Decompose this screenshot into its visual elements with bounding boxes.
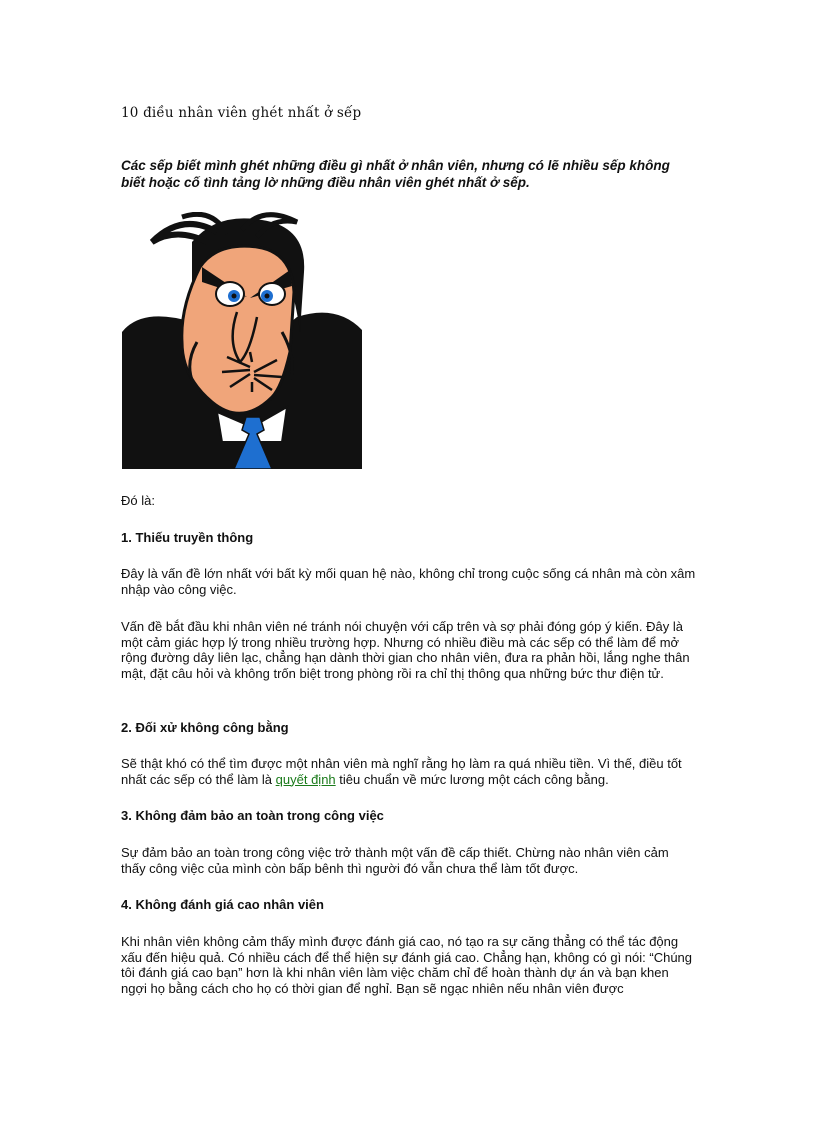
section-paragraph: Vấn đề bắt đầu khi nhân viên né tránh nói chuyện với cấp trên và sợ phải đóng góp ý kiến. Đây là một cảm giác hợp lý trong nhiều trường hợp. Nhưng có nhiều điều mà các sếp có thể làm để mở rộng đường dây liên lạc, chẳng hạn dành thời gian cho nhân viên, đưa ra phản hồi, lắng nghe thân mật, đặt câu hỏi và không trốn biệt trong phòng rồi ra chỉ thị thông qua những bức thư điện tử. [121, 619, 690, 681]
decision-link[interactable]: quyết định [275, 771, 336, 787]
intro-paragraph: Các sếp biết mình ghét những điều gì nhất ở nhân viên, nhưng có lẽ nhiều sếp không biết hoặc cố tình tảng lờ những điều nhân viên ghét nhất ở sếp. [121, 158, 670, 190]
section-heading: 2. Đối xử không công bằng [121, 720, 289, 735]
section-heading: 4. Không đánh giá cao nhân viên [121, 897, 324, 912]
section-paragraph [121, 756, 696, 787]
section-paragraph: Đây là vấn đề lớn nhất với bất kỳ mối quan hệ nào, không chỉ trong cuộc sống cá nhân mà còn xâm nhập vào công việc. [121, 566, 696, 597]
page-title: 10 điều nhân viên ghét nhất ở sếp [121, 105, 362, 121]
lead-text: Đó là: [121, 493, 155, 508]
section-paragraph: Sự đảm bảo an toàn trong công việc trở thành một vấn đề cấp thiết. Chừng nào nhân viên cảm thấy công việc của mình còn bấp bênh thì người đó vẫn chưa thể làm tốt được. [121, 845, 669, 876]
angry-boss-cartoon-icon [122, 212, 362, 469]
section-heading: 1. Thiếu truyền thông [121, 530, 254, 545]
section-heading: 3. Không đảm bảo an toàn trong công việc [121, 808, 384, 823]
paragraph-text: Sẽ thật khó có thể tìm được một nhân viên mà nghĩ rằng họ làm ra quá nhiều tiền. Vì thế, điều tốt nhất các sếp có thể làm là [121, 756, 682, 787]
paragraph-text: tiêu chuẩn về mức lương một cách công bằng. [335, 771, 609, 787]
section-paragraph: Khi nhân viên không cảm thấy mình được đánh giá cao, nó tạo ra sự căng thẳng có thể tác động xấu đến hiệu quả. Có nhiều cách để thể hiện sự đánh giá cao. Chẳng hạn, không có gì nói: “Chúng tôi đánh giá cao bạn” hơn là khi nhân viên làm việc chăm chỉ để hoàn thành dự án và bạn khen ngợi họ bằng cách cho họ có thời gian để nghỉ. Bạn sẽ ngạc nhiên nếu nhân viên được [121, 934, 693, 996]
